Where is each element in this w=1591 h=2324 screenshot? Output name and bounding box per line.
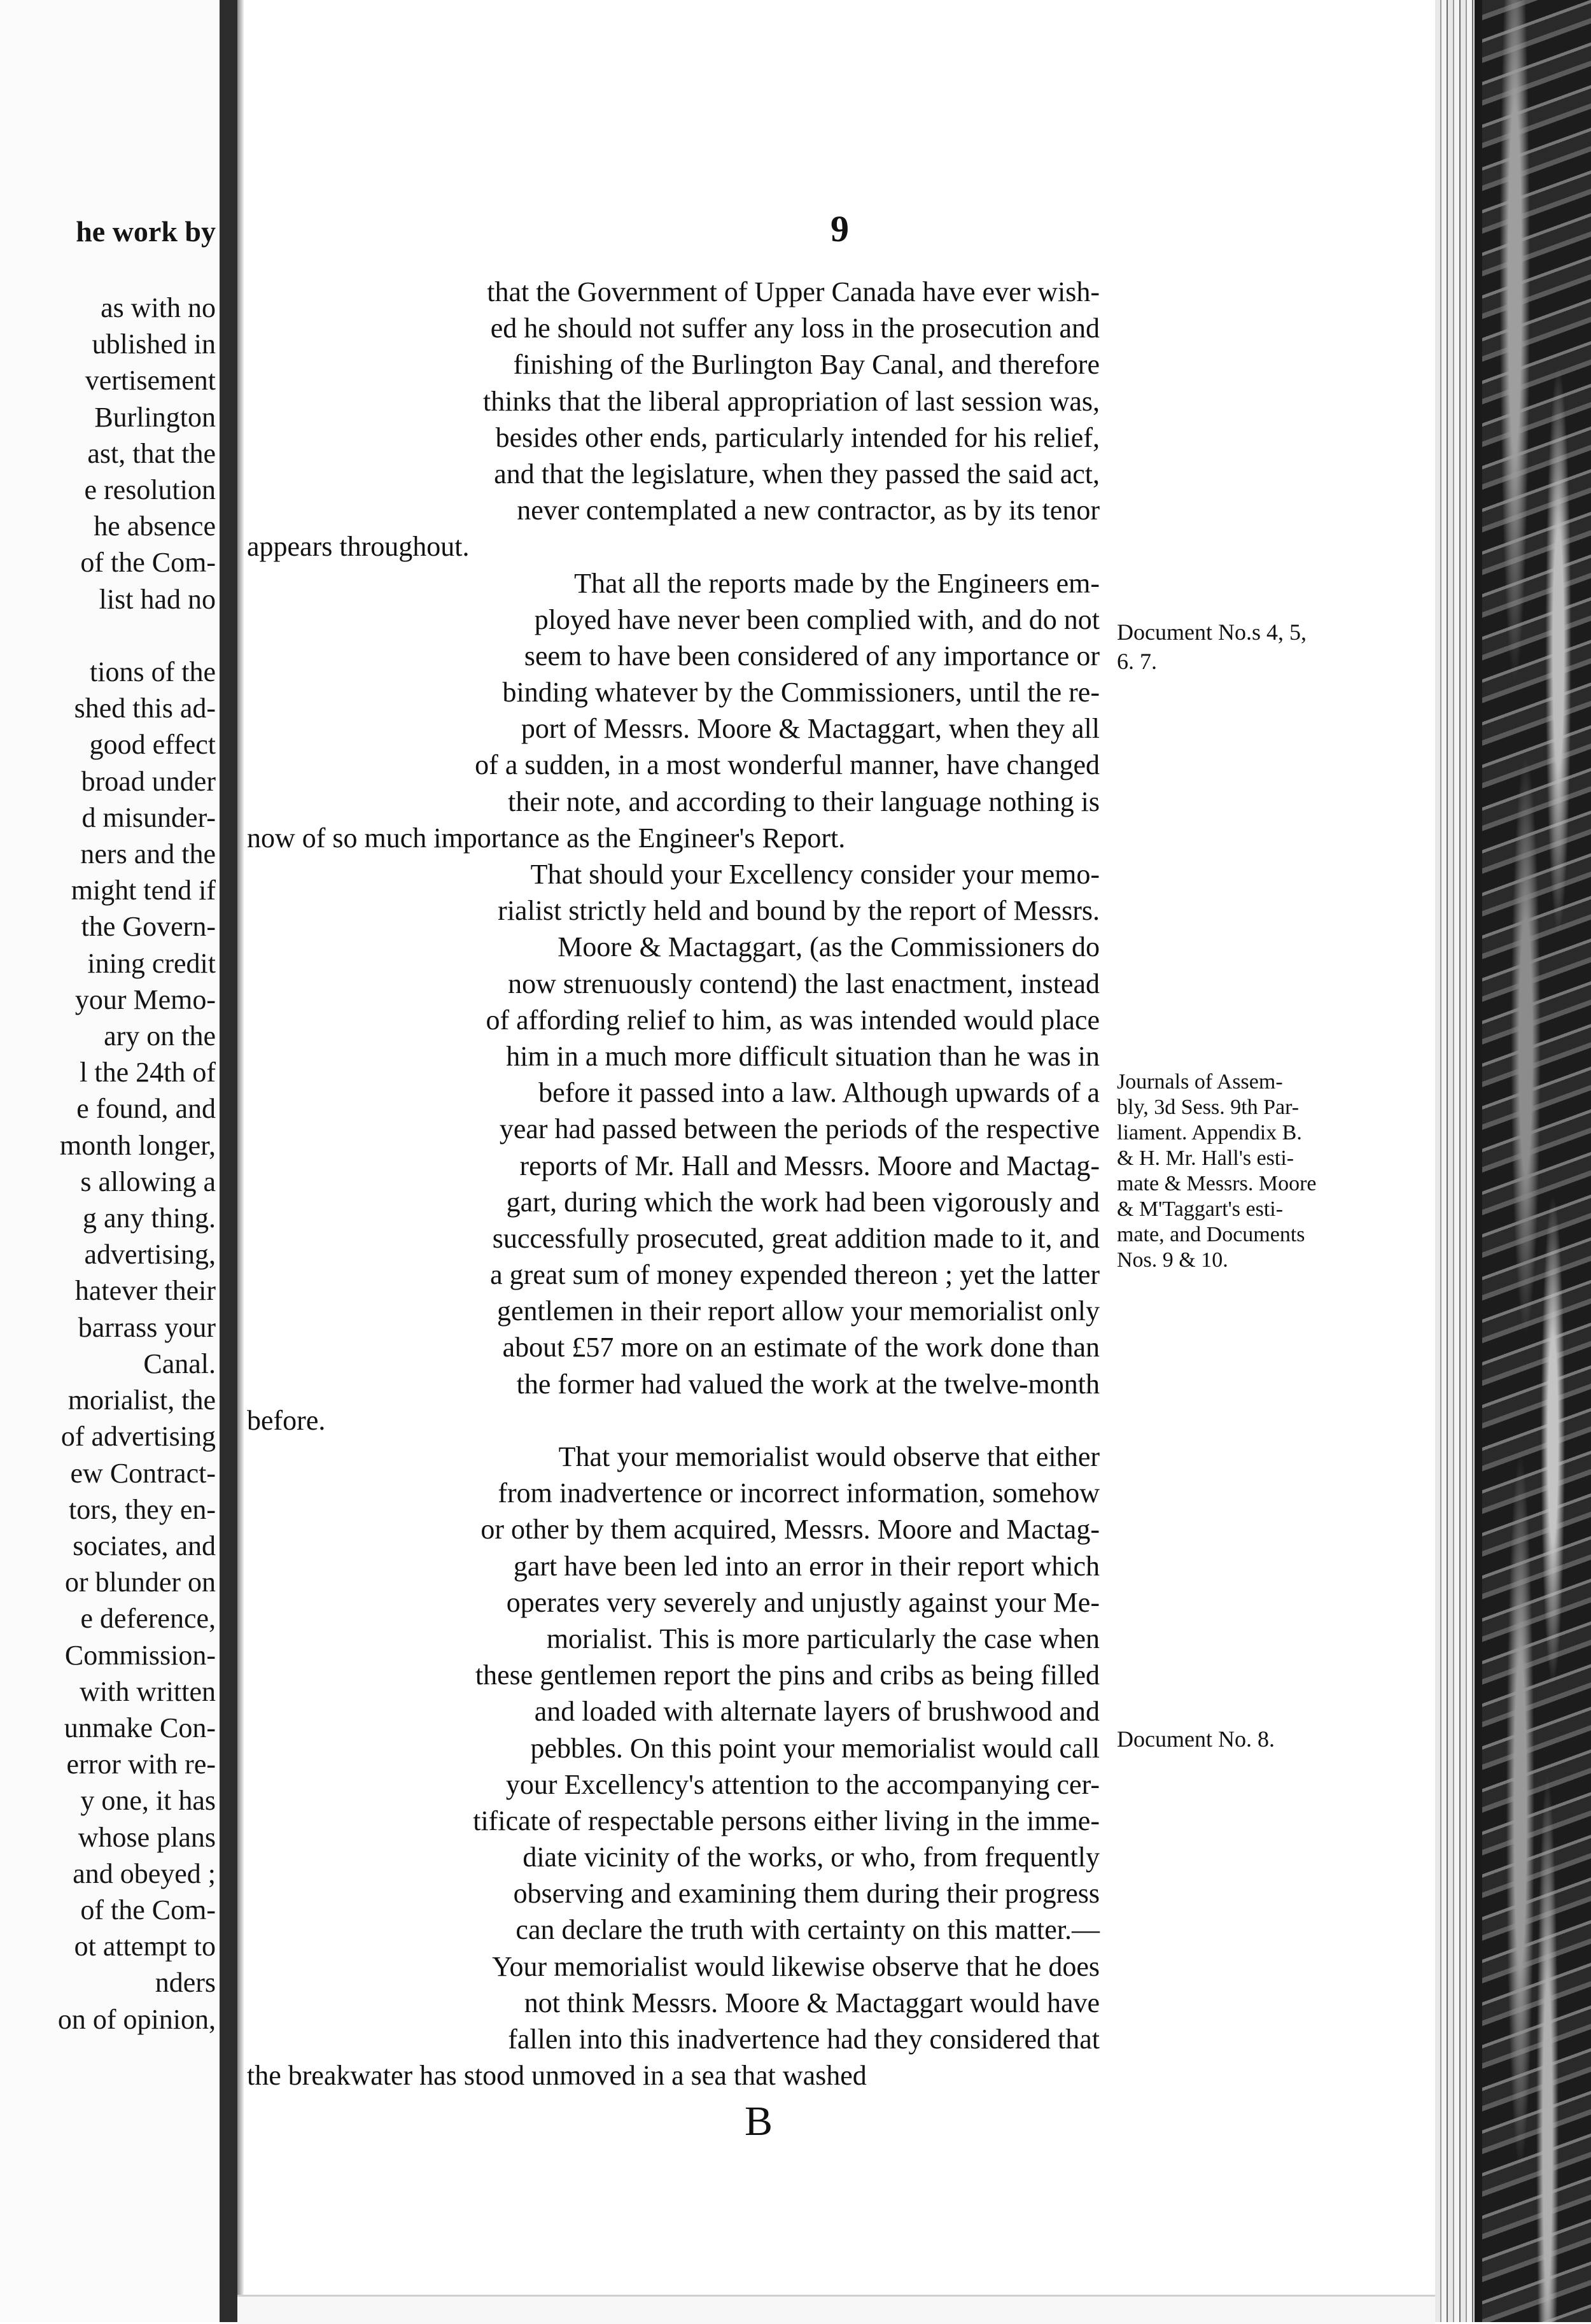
margin-note-line: Nos. 9 & 10. — [1117, 1248, 1228, 1272]
left-page-line: ary on the — [104, 1020, 216, 1052]
left-page-line: ublished in — [92, 328, 216, 360]
text-line: before. — [247, 1404, 326, 1436]
left-page-line: and obeyed ; — [73, 1857, 216, 1889]
text-line: morialist. This is more particularly the case when — [546, 1623, 1100, 1654]
left-page-line: your Memo- — [74, 983, 216, 1015]
text-line: besides other ends, particularly intended for his relief, — [495, 421, 1100, 453]
text-line: their note, and according to their language nothing is — [508, 785, 1100, 817]
left-page-line: with written — [80, 1675, 216, 1707]
left-page-line: or blunder on — [64, 1567, 216, 1598]
left-page-line: hatever their — [74, 1275, 216, 1307]
text-line: reports of Mr. Hall and Messrs. Moore and Mactag- — [519, 1150, 1100, 1181]
text-line: ployed have never been complied with, and do not — [534, 603, 1100, 635]
text-line: seem to have been considered of any importance or — [524, 640, 1100, 672]
left-page-line: of the Com- — [80, 547, 216, 579]
left-page-line: Canal. — [143, 1348, 216, 1379]
left-page-line: month longer, — [59, 1129, 216, 1161]
left-page-line: unmake Con- — [64, 1712, 216, 1743]
left-page-line: of advertising — [60, 1421, 216, 1453]
left-page-heading: he work by — [76, 215, 216, 248]
text-line: gentlemen in their report allow your memorialist only — [497, 1295, 1100, 1327]
text-line: the former had valued the work at the twelve-month — [516, 1368, 1100, 1400]
text-line: not think Messrs. Moore & Mactaggart would have — [524, 1987, 1100, 2018]
text-line: successfully prosecuted, great addition made to it, and — [492, 1222, 1100, 1254]
margin-note-line: bly, 3d Sess. 9th Par- — [1117, 1095, 1300, 1119]
marbled-cover — [1482, 0, 1591, 2322]
left-page-line: Burlington — [94, 401, 216, 433]
text-line: and that the legislature, when they passed the said act, — [494, 458, 1100, 489]
text-line: gart, during which the work had been vigorously and — [506, 1186, 1100, 1218]
left-page-line: nders — [155, 1967, 216, 1999]
signature-mark: B — [745, 2098, 773, 2144]
text-line: the breakwater has stood unmoved in a sea that washed — [247, 2060, 867, 2092]
text-line: rialist strictly held and bound by the report of Messrs. — [498, 895, 1100, 927]
left-page-line: as with no — [101, 292, 216, 323]
text-line: That your memorialist would observe that either — [558, 1441, 1100, 1472]
text-line: year had passed between the periods of the respective — [499, 1113, 1100, 1145]
left-page-line: the Govern- — [81, 911, 216, 943]
left-page-line: Commission- — [64, 1639, 216, 1671]
left-page-line: s allowing a — [80, 1166, 216, 1197]
left-page-line: tions of the — [90, 656, 216, 688]
text-line: gart have been led into an error in their report which — [513, 1550, 1100, 1582]
text-line: That should your Excellency consider your memo- — [530, 859, 1100, 890]
left-page-line: of the Com- — [80, 1894, 216, 1926]
margin-note-journals — [1117, 1069, 1371, 1273]
left-page-line: ew Contract- — [70, 1457, 216, 1489]
left-page-line: e resolution — [84, 474, 216, 506]
left-page-line: whose plans — [78, 1821, 216, 1853]
left-page-line: g any thing. — [83, 1202, 216, 1234]
text-line: a great sum of money expended thereon ; yet the latter — [490, 1259, 1100, 1291]
text-line: port of Messrs. Moore & Mactaggart, when they all — [521, 713, 1100, 745]
cover-edge — [1475, 0, 1482, 2322]
margin-note-line: liament. Appendix B. — [1117, 1121, 1302, 1144]
text-line: thinks that the liberal appropriation of last session was, — [482, 385, 1100, 417]
text-line: observing and examining them during their progress — [513, 1878, 1100, 1910]
left-page-line: ot attempt to — [74, 1931, 216, 1962]
gutter-shadow — [237, 0, 244, 2322]
margin-note-line: mate & Messrs. Moore — [1117, 1172, 1317, 1195]
left-page-line: barrass your — [78, 1311, 216, 1343]
left-page-line: advertising, — [84, 1239, 216, 1271]
text-line: that the Government of Upper Canada have ever wish- — [487, 276, 1100, 307]
text-line: your Excellency's attention to the accompanying cer- — [505, 1768, 1100, 1800]
page-edges — [1435, 0, 1475, 2322]
left-page-line: e deference, — [80, 1603, 216, 1635]
left-page-line: good effect — [89, 729, 216, 761]
left-page-line: error with re- — [66, 1749, 216, 1780]
text-line: from inadvertence or incorrect information, somehow — [498, 1477, 1100, 1509]
text-line: finishing of the Burlington Bay Canal, and therefore — [513, 349, 1100, 381]
page-number: 9 — [831, 208, 849, 250]
margin-note-line: & H. Mr. Hall's esti- — [1117, 1146, 1294, 1170]
text-line: never contemplated a new contractor, as by its tenor — [517, 495, 1100, 526]
left-page-line: on of opinion, — [57, 2003, 216, 2035]
text-line: Your memorialist would likewise observe that he does — [492, 1950, 1100, 1982]
text-line: about £57 more on an estimate of the work done than — [502, 1332, 1100, 1363]
text-line: him in a much more difficult situation than he was in — [506, 1040, 1100, 1072]
text-line: tificate of respectable persons either living in the imme- — [473, 1805, 1100, 1836]
text-line: now of so much importance as the Engineer's Report. — [247, 822, 846, 854]
margin-note-line: Journals of Assem- — [1117, 1070, 1283, 1094]
left-page-line: morialist, the — [67, 1384, 216, 1416]
margin-note-line: Document No.s 4, 5, — [1117, 619, 1307, 645]
text-line: these gentlemen report the pins and cribs as being filled — [475, 1659, 1100, 1691]
book-gutter — [220, 0, 237, 2322]
left-page-line: d misunder- — [81, 801, 216, 833]
margin-note-line: Document No. 8. — [1117, 1726, 1275, 1752]
text-line: now strenuously contend) the last enactment, instead — [508, 968, 1100, 999]
text-line: and loaded with alternate layers of brushwood and — [534, 1696, 1100, 1728]
left-page-line: tors, they en- — [69, 1493, 216, 1525]
text-line: That all the reports made by the Engineers em- — [574, 567, 1100, 599]
margin-note-documents-4-7 — [1117, 617, 1371, 676]
text-line: Moore & Mactaggart, (as the Commissioners do — [557, 931, 1100, 963]
left-page-line — [58, 617, 216, 654]
text-line: fallen into this inadvertence had they considered that — [508, 2024, 1100, 2055]
text-line: diate vicinity of the works, or who, from frequently — [522, 1842, 1100, 1873]
left-page-line: he absence — [94, 511, 216, 542]
left-page-line: sociates, and — [73, 1530, 216, 1561]
margin-note-line: 6. 7. — [1117, 649, 1157, 674]
page-bottom-edge — [237, 2295, 1435, 2324]
margin-note-document-8 — [1117, 1726, 1371, 1752]
left-page-line: shed this ad- — [74, 693, 216, 724]
left-page-line: might tend if — [71, 875, 216, 906]
body-text — [247, 274, 1100, 2094]
left-page-lines — [58, 290, 216, 2038]
left-page-line: y one, it has — [80, 1785, 216, 1817]
margin-note-line: mate, and Documents — [1117, 1223, 1305, 1246]
left-page-line: l the 24th of — [80, 1057, 216, 1088]
margin-note-line: & M'Taggart's esti- — [1117, 1197, 1284, 1221]
text-line: ed he should not suffer any loss in the prosecution and — [490, 313, 1100, 344]
text-line: of a sudden, in a most wonderful manner, have changed — [475, 749, 1100, 781]
left-page-line: ast, that the — [87, 437, 216, 469]
left-page-line: ining credit — [87, 947, 216, 979]
left-page-line: e found, and — [76, 1093, 216, 1125]
left-page-line: ners and the — [80, 838, 216, 870]
text-line: pebbles. On this point your memorialist would call — [530, 1732, 1100, 1764]
text-line: of affording relief to him, as was intended would place — [486, 1004, 1100, 1036]
left-page-line: list had no — [99, 583, 216, 615]
text-line: or other by them acquired, Messrs. Moore and Mactag- — [480, 1514, 1100, 1546]
text-line: before it passed into a law. Although upwards of a — [538, 1077, 1100, 1109]
text-line: binding whatever by the Commissioners, until the re- — [502, 677, 1100, 708]
left-page-line: broad under — [81, 765, 216, 797]
text-line: can declare the truth with certainty on this matter.— — [515, 1914, 1100, 1946]
left-facing-page — [0, 0, 220, 2322]
left-page-line: vertisement — [85, 365, 216, 397]
text-line: appears throughout. — [247, 531, 470, 563]
text-line: operates very severely and unjustly against your Me- — [506, 1586, 1100, 1618]
